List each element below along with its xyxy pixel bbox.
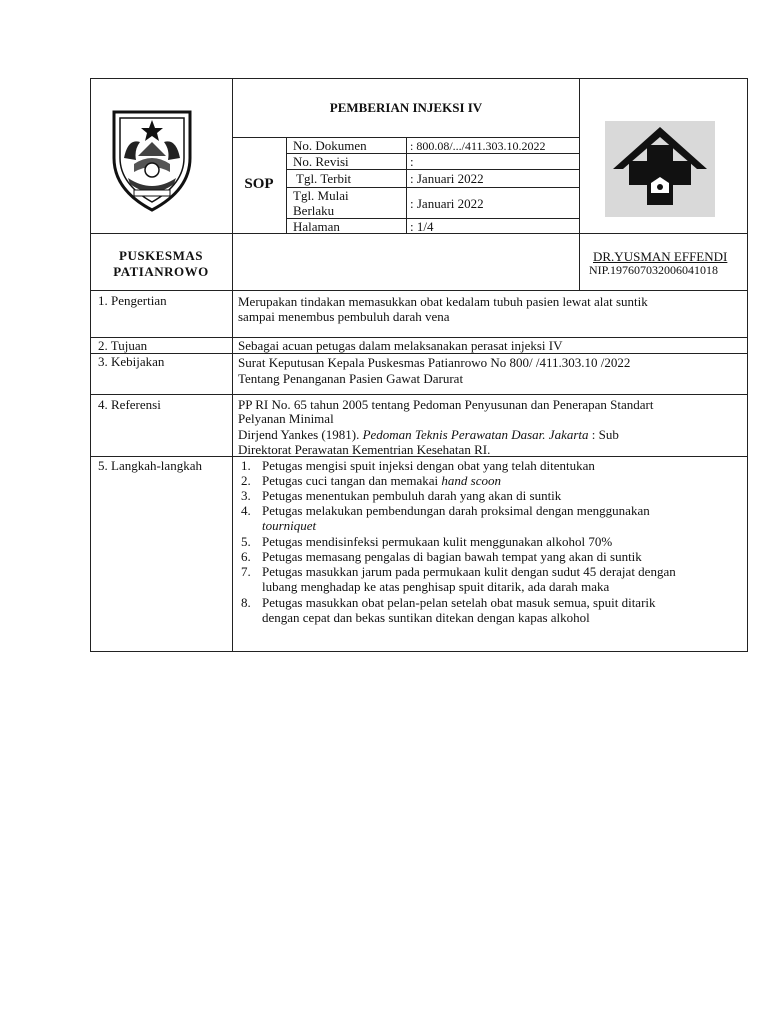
section-label-tujuan: 2. Tujuan <box>98 338 148 353</box>
step-number: 3. <box>241 488 251 503</box>
table-border-right <box>747 78 748 652</box>
step-text: Petugas masukkan obat pelan-pelan setelah obat masuk semua, spuit ditarik <box>262 595 656 610</box>
step-number: 5. <box>241 534 251 549</box>
step-number: 4. <box>241 503 251 518</box>
kebijakan-text-line2: Tentang Penanganan Pasien Gawat Darurat <box>238 371 464 386</box>
step-text: Petugas masukkan jarum pada permukaan kulit dengan sudut 45 derajat dengan <box>262 564 676 579</box>
step-number: 2. <box>241 473 251 488</box>
step-text: Petugas mendisinfeksi permukaan kulit menggunakan alkohol 70% <box>262 534 613 549</box>
step-text-tourniquet: tourniquet <box>262 518 317 533</box>
document-title: PEMBERIAN INJEKSI IV <box>329 100 483 115</box>
step-number: 7. <box>241 564 251 579</box>
section-label-kebijakan: 3. Kebijakan <box>98 354 165 369</box>
referensi-author: Dirjend Yankes (1981). <box>238 427 363 442</box>
meta-value-no-revisi: : <box>410 154 414 169</box>
meta-value-tgl-mulai: : Januari 2022 <box>410 196 484 211</box>
meta-value-halaman: : 1/4 <box>410 219 434 234</box>
referensi-text-line4: Direktorat Perawatan Kementrian Kesehatan RI. <box>238 442 491 457</box>
meta-label-halaman: Halaman <box>293 219 340 234</box>
step-text: Petugas melakukan pembendungan darah proksimal dengan menggunakan <box>262 503 650 518</box>
step-text-main: Petugas cuci tangan dan memakai <box>262 473 442 488</box>
pengertian-text-line2: sampai menembus pembuluh darah vena <box>238 309 450 324</box>
header-divider-left <box>232 78 233 652</box>
meta-divider-sop <box>286 137 287 234</box>
org-name-line1: PUSKESMAS <box>119 248 203 263</box>
section-label-pengertian: 1. Pengertian <box>98 293 167 308</box>
puskesmas-cross-logo <box>605 121 715 217</box>
table-border-top <box>90 78 748 79</box>
kebijakan-text-line1: Surat Keputusan Kepala Puskesmas Patianrowo No 800/ /411.303.10 /2022 <box>238 355 631 370</box>
step-number: 1. <box>241 458 251 473</box>
tujuan-text-line1: Sebagai acuan petugas dalam melaksanakan perasat injeksi IV <box>238 338 563 353</box>
meta-value-no-dokumen: : 800.08/.../411.303.10.2022 <box>410 139 546 153</box>
row-line-referensi <box>90 394 748 395</box>
signer-name: DR.YUSMAN EFFENDI <box>593 249 728 264</box>
step-text-continued: dengan cepat dan bekas suntikan ditekan dengan kapas alkohol <box>262 610 590 625</box>
medical-cross-icon <box>605 121 715 217</box>
org-name-line2: PATIANROWO <box>113 264 209 279</box>
referensi-text-line2: Pelyanan Minimal <box>238 411 334 426</box>
org-row-bottom-line <box>90 290 748 291</box>
meta-label-tgl-terbit: Tgl. Terbit <box>296 171 352 186</box>
section-label-referensi: 4. Referensi <box>98 397 161 412</box>
step-text: Petugas menentukan pembuluh darah yang akan di suntik <box>262 488 562 503</box>
signer-nip: NIP.197607032006041018 <box>589 263 719 277</box>
step-text: Petugas memasang pengalas di bagian bawah tempat yang akan di suntik <box>262 549 642 564</box>
regional-emblem-logo <box>104 98 200 216</box>
meta-row-line-2 <box>286 169 580 170</box>
pengertian-text-line1: Merupakan tindakan memasukkan obat kedalam tubuh pasien lewat alat suntik <box>238 294 648 309</box>
step-text <box>262 473 501 488</box>
step-number: 8. <box>241 595 251 610</box>
meta-label-no-revisi: No. Revisi <box>293 154 349 169</box>
step-text-continued: lubang menghadap ke atas penghisap spuit ditarik, ada darah maka <box>262 579 610 594</box>
emblem-icon <box>104 98 200 216</box>
meta-value-tgl-terbit: : Januari 2022 <box>410 171 484 186</box>
row-line-kebijakan <box>90 353 748 354</box>
table-border-bottom <box>90 651 748 652</box>
meta-label-tgl-mulai: Tgl. Mulai <box>293 188 349 203</box>
step-text-italic: hand scoon <box>441 473 502 488</box>
meta-divider-value <box>406 137 407 234</box>
step-number: 6. <box>241 549 251 564</box>
table-border-left <box>90 78 91 652</box>
title-divider <box>232 137 580 138</box>
referensi-text-line3 <box>238 427 619 442</box>
sop-label: SOP <box>244 176 274 192</box>
meta-label-berlaku: Berlaku <box>293 203 335 218</box>
step-text-italic <box>262 518 316 533</box>
referensi-text-line1: PP RI No. 65 tahun 2005 tentang Pedoman Penyusunan dan Penerapan Standart <box>238 397 654 412</box>
referensi-publisher-prefix: : Sub <box>588 427 619 442</box>
section-label-langkah: 5. Langkah-langkah <box>98 458 202 473</box>
step-text: Petugas mengisi spuit injeksi dengan obat yang telah ditentukan <box>262 458 595 473</box>
meta-label-no-dokumen: No. Dokumen <box>293 138 367 153</box>
referensi-book-title: Pedoman Teknis Perawatan Dasar. Jakarta <box>362 427 589 442</box>
